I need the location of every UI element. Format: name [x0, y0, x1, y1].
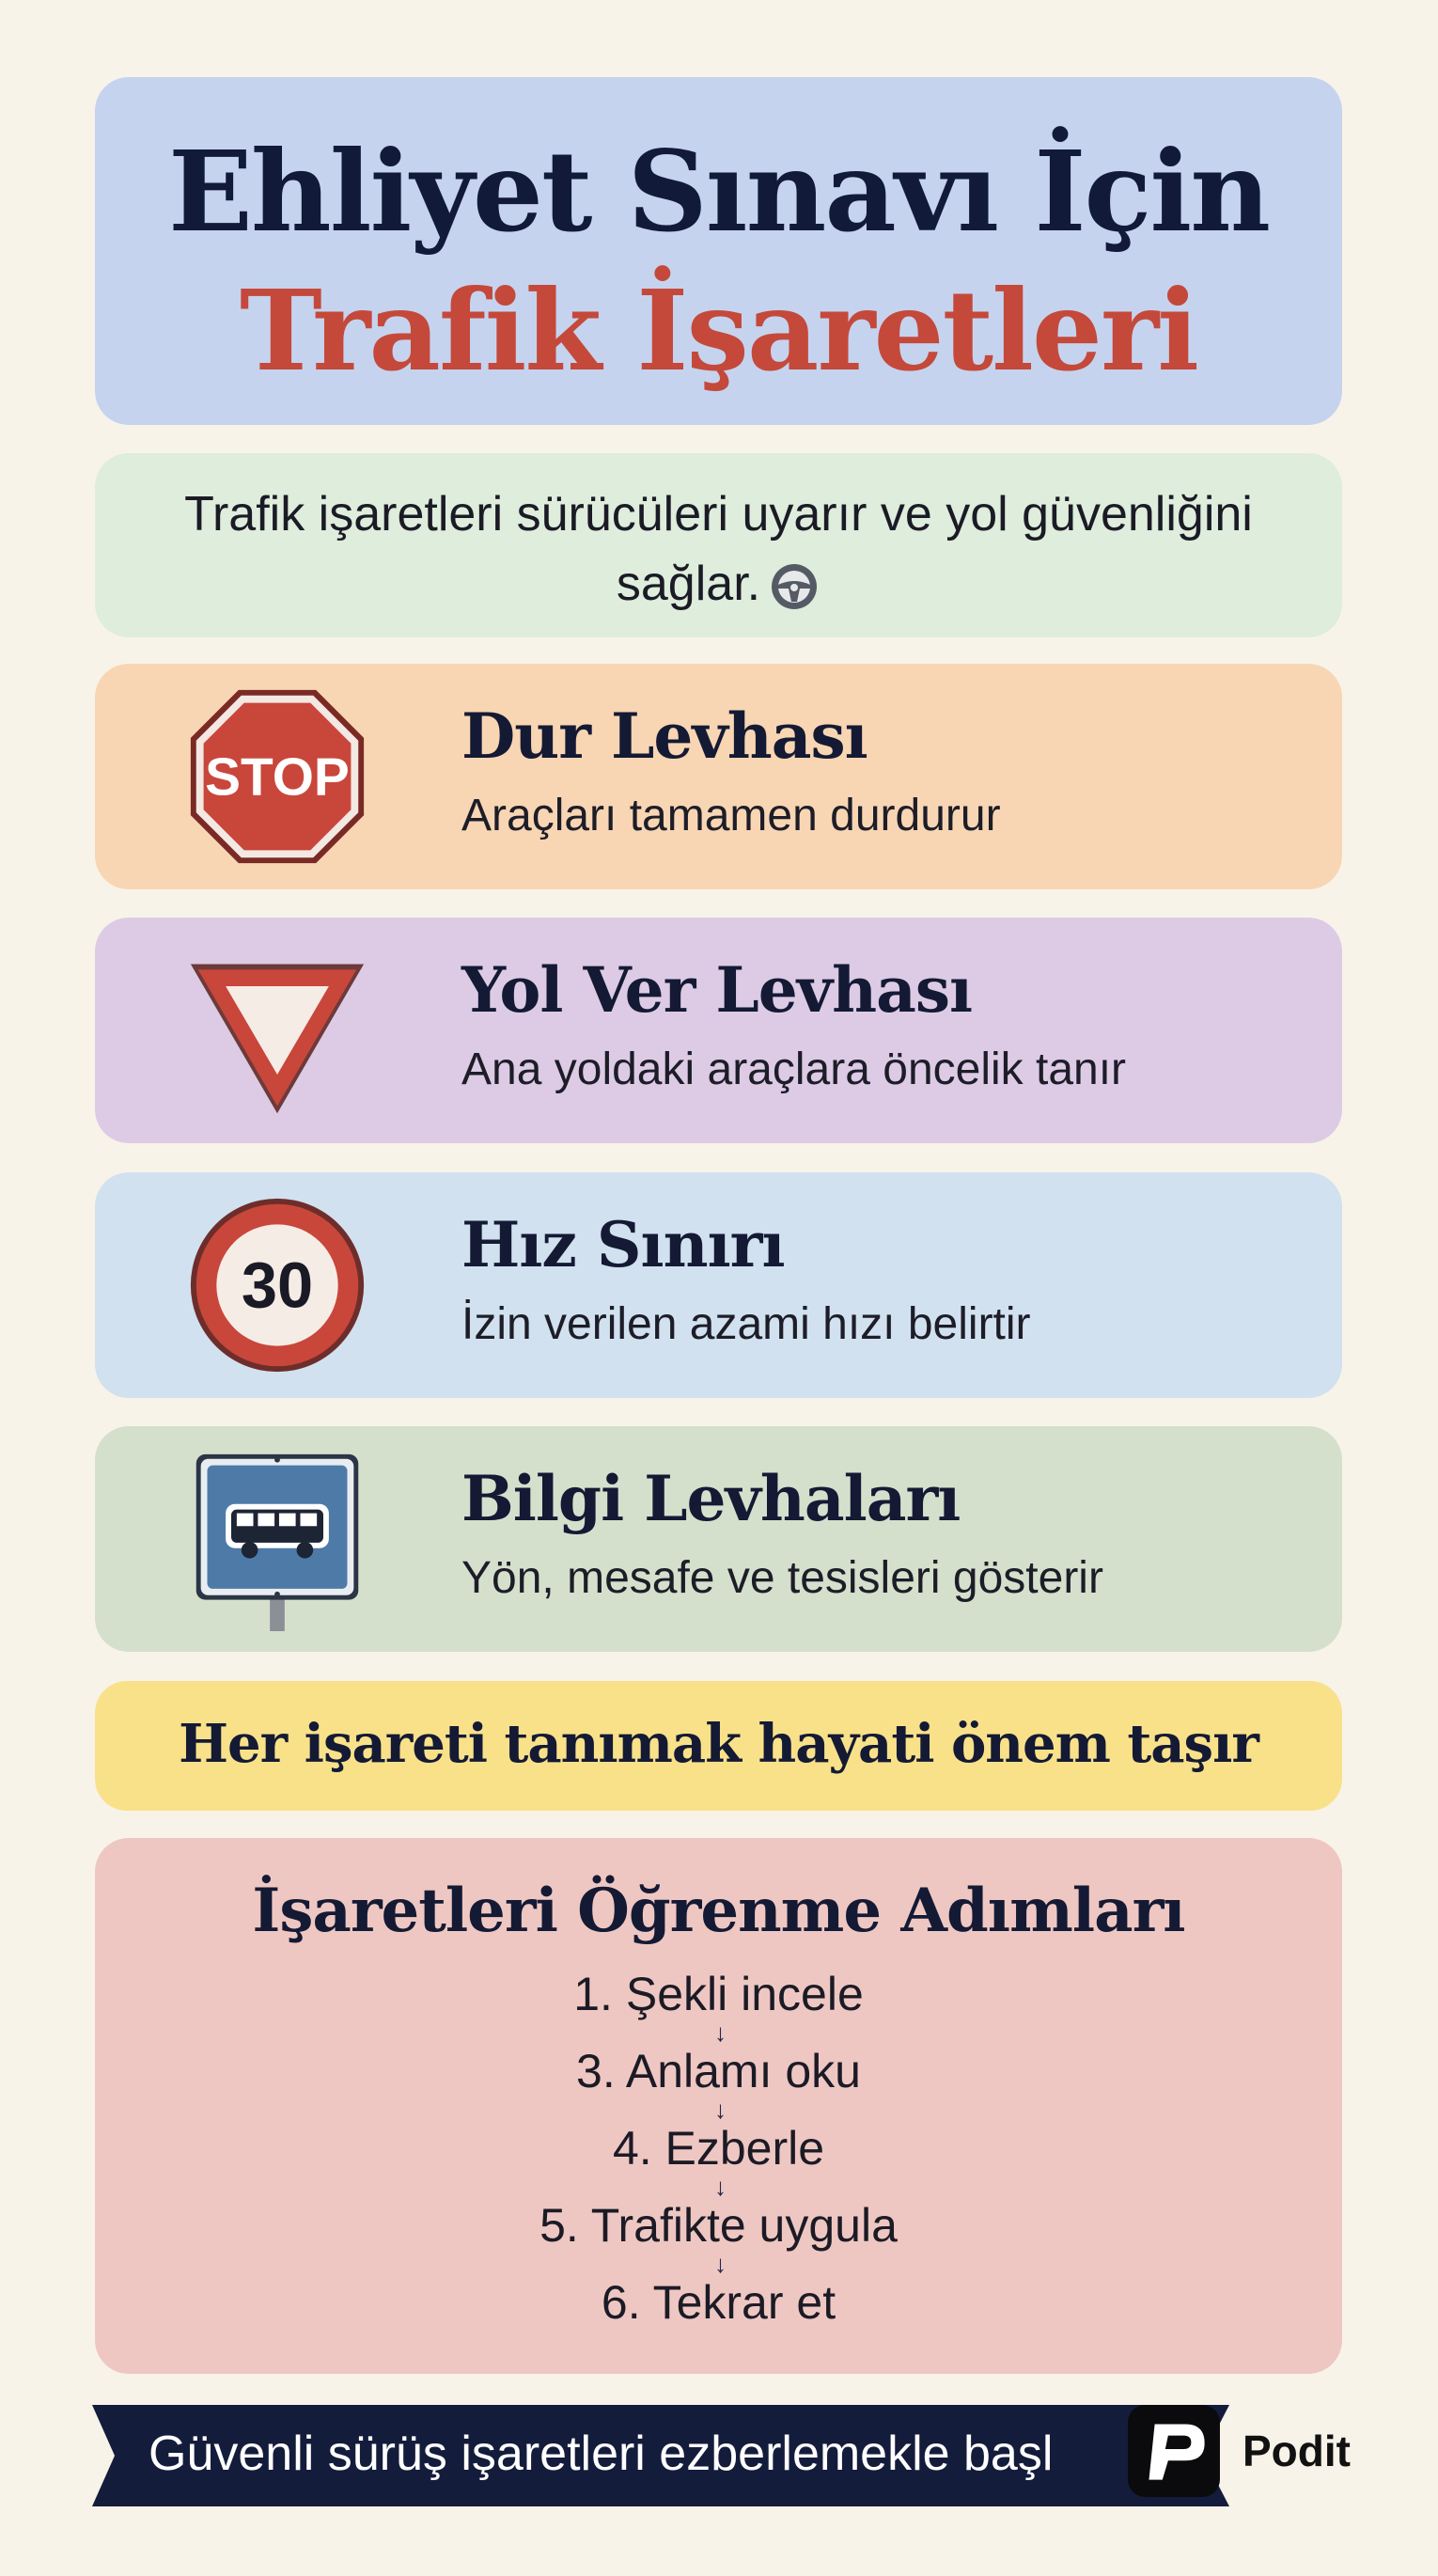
intro-card — [95, 453, 1342, 637]
title-card — [95, 77, 1342, 425]
brand-name: Podit — [1243, 2427, 1351, 2475]
footer-tagline: Güvenli sürüş işaretleri ezberlemekle başl — [148, 2427, 1054, 2481]
sign-card-speed-limit — [95, 1172, 1342, 1398]
page-subtitle: Trafik İşaretleri — [239, 265, 1197, 396]
step-item: 1. Şekli incele — [573, 1968, 864, 2020]
sign-title: Bilgi Levhaları — [461, 1462, 961, 1535]
highlight-banner — [95, 1681, 1342, 1811]
sign-description: Ana yoldaki araçlara öncelik tanır — [461, 1045, 1127, 1094]
sign-description: İzin verilen azami hızı belirtir — [461, 1299, 1031, 1349]
steps-list — [95, 1966, 1342, 2331]
banner-text: Her işareti tanımak hayati önem taşır — [179, 1713, 1258, 1775]
stop-sign-icon — [185, 684, 369, 869]
step-item: 6. Tekrar et — [601, 2276, 836, 2329]
bus-stop-sign-icon — [185, 1447, 369, 1631]
intro-paragraph — [170, 479, 1267, 619]
podit-logo-icon — [1126, 2403, 1222, 2499]
yield-sign-icon — [185, 938, 369, 1123]
speed-limit-value: 30 — [241, 1249, 314, 1322]
page-title: Ehliyet Sınavı İçin — [167, 126, 1270, 257]
arrow-down-icon: ↓ — [714, 2096, 727, 2124]
sign-title: Yol Ver Levhası — [461, 953, 973, 1027]
sign-description: Araçları tamamen durdurur — [461, 791, 1001, 840]
step-item: 3. Anlamı oku — [576, 2045, 861, 2097]
sign-description: Yön, mesafe ve tesisleri gösterir — [461, 1553, 1103, 1603]
speed-limit-sign-icon — [185, 1193, 369, 1377]
intro-text: Trafik işaretleri sürücüleri uyarır ve yol güvenliğini sağlar. — [184, 487, 1253, 611]
steering-wheel-icon — [768, 560, 821, 613]
steps-title: İşaretleri Öğrenme Adımları — [252, 1876, 1185, 1946]
sign-card-stop — [95, 664, 1342, 889]
sign-title: Hız Sınırı — [461, 1208, 785, 1281]
step-item: 5. Trafikte uygula — [539, 2199, 898, 2252]
arrow-down-icon: ↓ — [714, 2018, 727, 2047]
stop-sign-text: STOP — [205, 747, 350, 808]
step-item: 4. Ezberle — [612, 2122, 825, 2175]
arrow-down-icon: ↓ — [714, 2250, 727, 2278]
sign-card-yield — [95, 918, 1342, 1143]
sign-card-info — [95, 1426, 1342, 1652]
steps-card — [95, 1838, 1342, 2374]
arrow-down-icon: ↓ — [714, 2173, 727, 2201]
sign-title: Dur Levhası — [461, 699, 867, 773]
